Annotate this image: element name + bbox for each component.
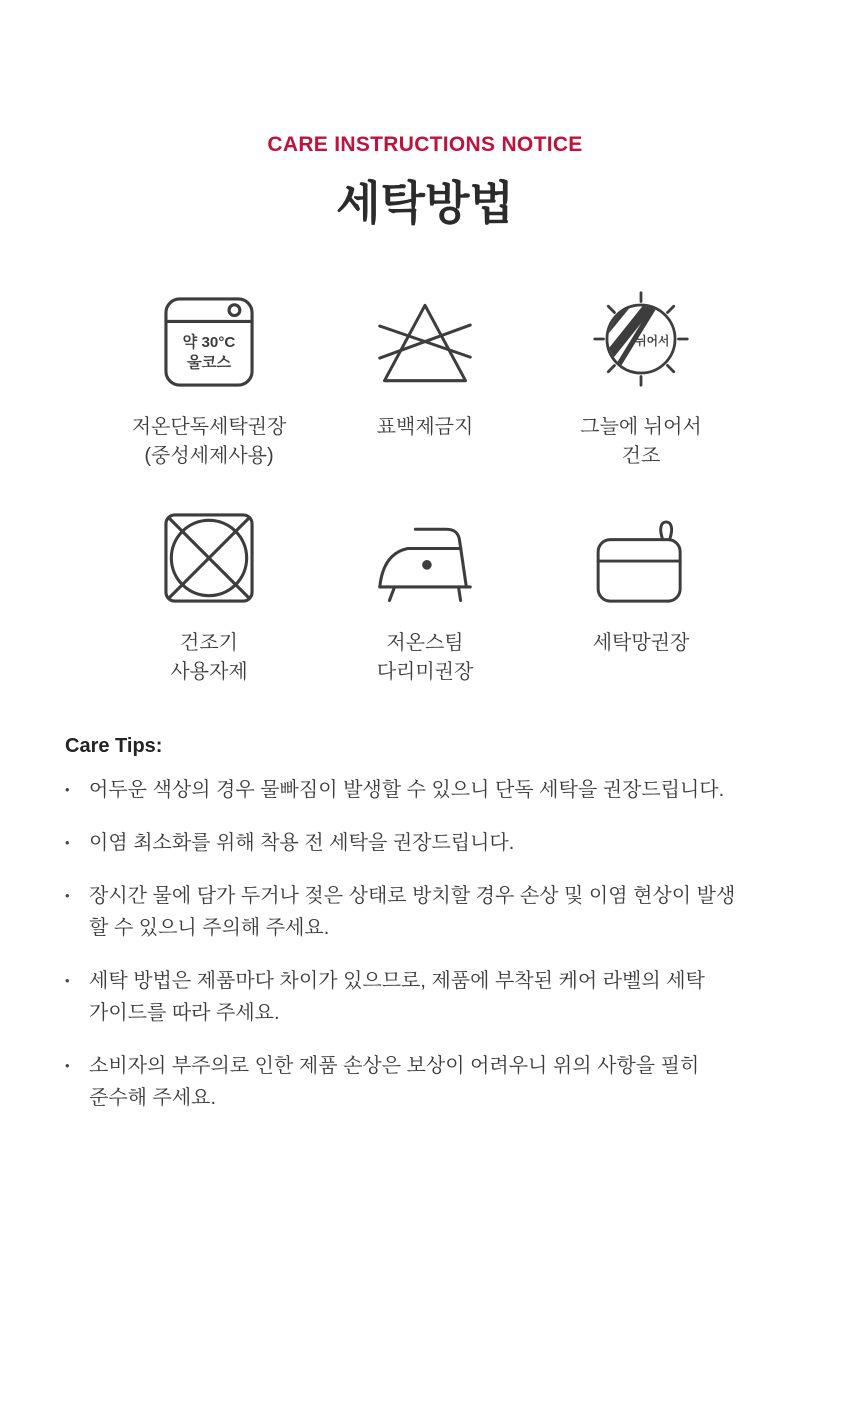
care-symbol-no-bleach [317, 291, 533, 471]
dry-in-shade-icon [593, 291, 689, 387]
wash-temp-text: 약 30°C [182, 333, 236, 351]
care-tip-item: • 이염 최소화를 위해 착용 전 세탁을 권장드립니다. [65, 827, 790, 859]
bullet-icon: • [65, 782, 70, 797]
care-symbol-label: 표백제금지 [376, 416, 474, 438]
care-tips-section [65, 735, 790, 1114]
care-symbol-label: 저온스팀 다리미권장 [376, 632, 474, 683]
care-tip-item: • 소비자의 부주의로 인한 제품 손상은 보상이 어려우니 위의 사항을 필히 준수해 주세요. [65, 1050, 790, 1114]
no-bleach-icon [376, 291, 474, 387]
care-symbol-iron [317, 507, 533, 687]
bullet-icon: • [65, 1058, 70, 1073]
bullet-icon: • [65, 835, 70, 850]
care-tip-item: • 세탁 방법은 제품마다 차이가 있으므로, 제품에 부착된 케어 라벨의 세탁 가이드를 따라 주세요. [65, 965, 790, 1029]
care-symbol-grid [101, 291, 749, 687]
care-symbol-shade-dry [533, 291, 749, 471]
bullet-icon: • [65, 888, 70, 903]
laundry-net-icon [594, 507, 688, 603]
notice-eyebrow-title: CARE INSTRUCTIONS NOTICE [267, 133, 583, 156]
care-symbol-laundry-net [533, 507, 749, 687]
care-symbol-label: 건조기 사용자제 [170, 632, 248, 683]
shade-dry-text: 뉘어서 [635, 335, 670, 349]
washing-machine-icon [164, 291, 254, 387]
care-symbol-label: 그늘에 뉘어서 건조 [580, 416, 702, 467]
wash-course-text: 울코스 [187, 354, 231, 372]
care-tip-item: • 장시간 물에 담가 두거나 젖은 상태로 방치할 경우 손상 및 이염 현상이 발생 할 수 있으니 주의해 주세요. [65, 880, 790, 944]
care-symbol-label: 저온단독세탁권장 (중성세제사용) [131, 416, 287, 467]
care-symbol-label: 세탁망권장 [592, 632, 690, 654]
care-tip-item: • 어두운 색상의 경우 물빠짐이 발생할 수 있으니 단독 세탁을 권장드립니다. [65, 774, 790, 806]
page-title: 세탁방법 [336, 177, 514, 229]
bullet-icon: • [65, 973, 70, 988]
care-symbol-wash [101, 291, 317, 471]
low-steam-iron-icon [375, 507, 475, 603]
care-tips-heading: Care Tips: [65, 735, 163, 757]
no-tumble-dry-icon [164, 507, 254, 603]
care-symbol-no-tumble-dry [101, 507, 317, 687]
